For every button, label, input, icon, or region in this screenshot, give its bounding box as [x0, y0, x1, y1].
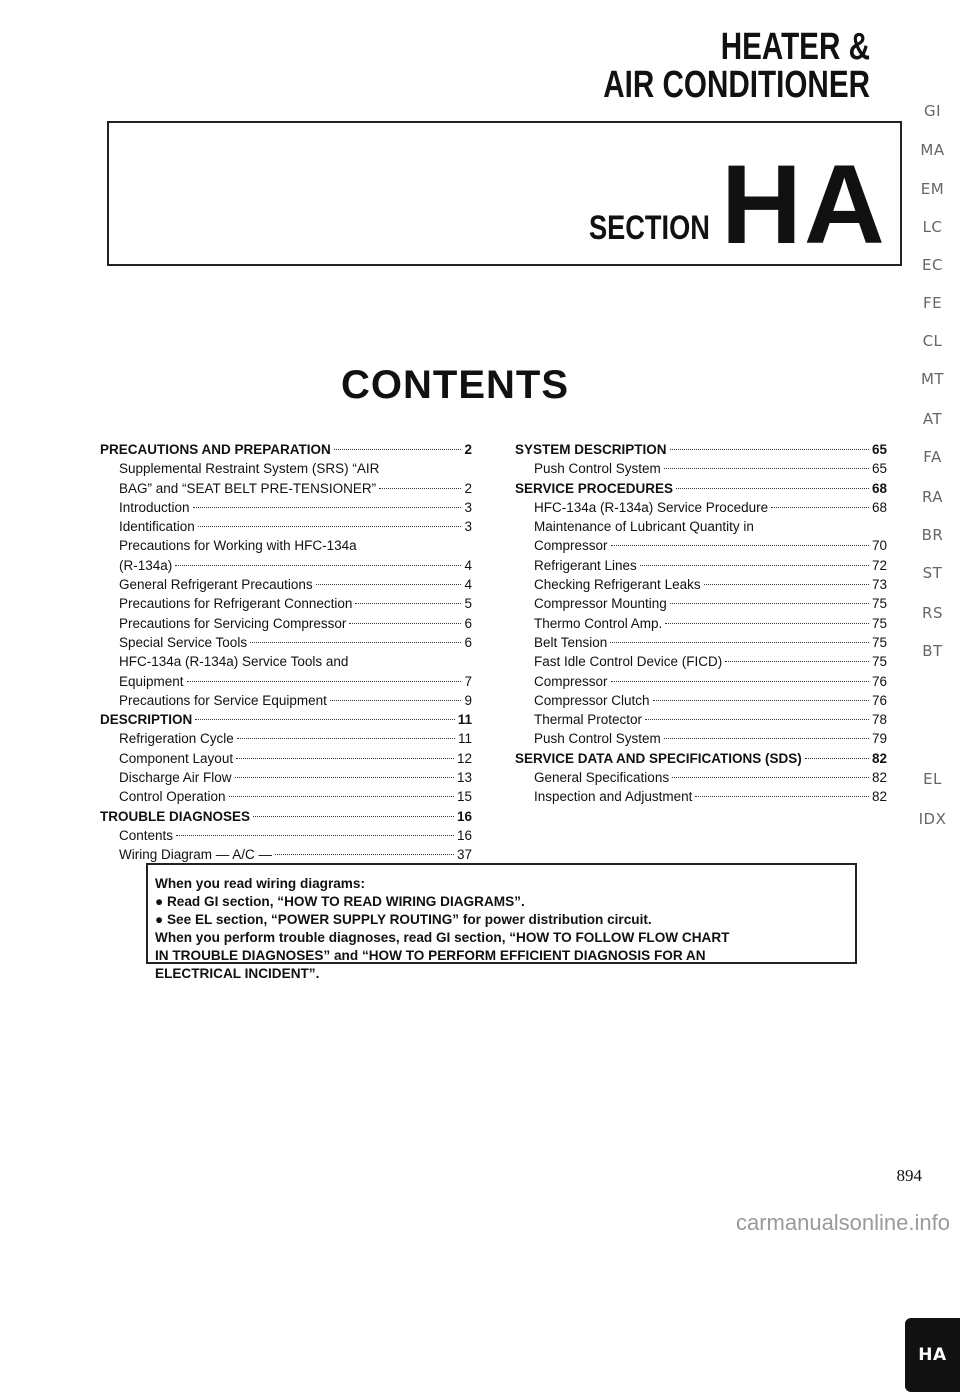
contents-heading: CONTENTS	[341, 363, 569, 407]
toc-entry-title: Refrigerant Lines	[534, 557, 637, 573]
toc-entry-title: Compressor	[534, 538, 608, 554]
toc-section-entry[interactable]	[100, 440, 472, 459]
toc-entry-page: 37	[456, 847, 472, 863]
toc-entry-title: HFC-134a (R-134a) Service Procedure	[534, 499, 769, 515]
toc-subsection-entry[interactable]	[515, 517, 887, 536]
toc-dot-leader	[805, 758, 869, 759]
toc-subsection-entry[interactable]	[515, 672, 887, 691]
toc-entry-title: BAG” and “SEAT BELT PRE-TENSIONER”	[119, 480, 377, 496]
toc-entry-title: Discharge Air Flow	[119, 770, 232, 786]
toc-entry-page: 13	[456, 770, 472, 786]
toc-dot-leader	[771, 507, 869, 508]
toc-entry-title: SYSTEM DESCRIPTION	[515, 442, 667, 457]
toc-dot-leader	[236, 758, 454, 759]
toc-entry-title: Push Control System	[534, 461, 661, 477]
toc-subsection-entry[interactable]	[515, 633, 887, 652]
toc-entry-page: 2	[464, 480, 472, 496]
toc-section-entry[interactable]	[100, 710, 472, 729]
section-tab-lc[interactable]: LC	[922, 218, 943, 236]
toc-entry-title: General Refrigerant Precautions	[119, 577, 313, 593]
toc-dot-leader	[670, 603, 869, 604]
toc-entry-page: 72	[871, 557, 887, 573]
toc-entry-page: 75	[871, 654, 887, 670]
toc-entry-title: Supplemental Restraint System (SRS) “AIR	[119, 461, 380, 477]
section-tab-idx[interactable]: IDX	[918, 810, 947, 828]
section-label: SECTION	[589, 209, 710, 247]
toc-dot-leader	[695, 796, 869, 797]
toc-entry-title: DESCRIPTION	[100, 712, 193, 728]
toc-entry-title: (R-134a)	[119, 557, 173, 573]
toc-subsection-entry[interactable]	[515, 787, 887, 806]
toc-entry-title: Push Control System	[534, 731, 661, 747]
toc-section-entry[interactable]	[100, 807, 472, 826]
toc-entry-page: 82	[871, 770, 887, 786]
toc-entry-title: Precautions for Working with HFC-134a	[119, 538, 357, 554]
toc-entry-page: 78	[871, 712, 887, 728]
toc-entry-title: Precautions for Refrigerant Connection	[119, 596, 353, 612]
toc-entry-page: 68	[871, 499, 887, 515]
toc-subsection-entry[interactable]	[100, 787, 472, 806]
toc-entry-page: 82	[871, 750, 887, 766]
toc-subsection-entry[interactable]	[100, 536, 472, 555]
section-tab-bt[interactable]: BT	[922, 642, 943, 660]
notice-bullet: ● See EL section, “POWER SUPPLY ROUTING” for power distribution circuit.	[155, 912, 652, 927]
toc-entry-title: Precautions for Servicing Compressor	[119, 615, 347, 631]
toc-subsection-entry[interactable]	[100, 672, 472, 691]
section-tab-at[interactable]: AT	[922, 410, 943, 428]
toc-entry-title: PRECAUTIONS AND PREPARATION	[100, 442, 331, 457]
toc-entry-page: 76	[871, 692, 887, 708]
toc-subsection-entry[interactable]	[100, 845, 472, 864]
toc-entry-title: Compressor Mounting	[534, 596, 667, 612]
toc-entry-title: Belt Tension	[534, 634, 608, 650]
wiring-diagram-notice	[146, 863, 857, 981]
toc-subsection-entry[interactable]	[515, 710, 887, 729]
toc-subsection-entry[interactable]	[100, 749, 472, 768]
toc-dot-leader	[640, 565, 869, 566]
watermark: carmanualsonline.info	[735, 1210, 950, 1235]
toc-dot-leader	[725, 661, 869, 662]
toc-subsection-entry[interactable]	[100, 556, 472, 575]
section-tab-ha[interactable]: HA	[905, 1318, 960, 1392]
toc-entry-page: 75	[871, 615, 887, 631]
notice-line: When you perform trouble diagnoses, read GI section, “HOW TO FOLLOW FLOW CHART	[155, 930, 730, 945]
notice-bullet: ● Read GI section, “HOW TO READ WIRING DIAGRAMS”.	[155, 894, 525, 909]
section-title-line1: HEATER &	[720, 26, 870, 68]
notice-line: When you read wiring diagrams:	[155, 876, 365, 891]
toc-entry-page: 4	[464, 557, 472, 573]
toc-entry-title: Component Layout	[119, 750, 234, 766]
section-tab-ec[interactable]: EC	[922, 256, 943, 274]
toc-subsection-entry[interactable]	[100, 479, 472, 498]
toc-dot-leader	[379, 488, 461, 489]
section-tab-mt[interactable]: MT	[920, 370, 945, 388]
toc-dot-leader	[355, 603, 461, 604]
toc-entry-page: 75	[871, 596, 887, 612]
section-tab-ma[interactable]: MA	[920, 141, 945, 159]
toc-subsection-entry[interactable]	[100, 826, 472, 845]
toc-subsection-entry[interactable]	[515, 768, 887, 787]
toc-dot-leader	[330, 700, 462, 701]
toc-entry-page: 75	[871, 634, 887, 650]
toc-subsection-entry[interactable]	[515, 575, 887, 594]
toc-entry-page: 2	[464, 442, 472, 457]
section-tab-cl[interactable]: CL	[922, 332, 943, 350]
toc-dot-leader	[250, 642, 461, 643]
toc-entry-page: 4	[464, 577, 472, 593]
toc-entry-title: Identification	[119, 519, 195, 535]
toc-right-column	[515, 440, 887, 807]
toc-dot-leader	[611, 545, 869, 546]
toc-subsection-entry[interactable]	[100, 459, 472, 478]
section-title-line2: AIR CONDITIONER	[603, 64, 870, 106]
toc-entry-page: 3	[464, 499, 472, 515]
toc-subsection-entry[interactable]	[515, 594, 887, 613]
toc-section-entry[interactable]	[515, 749, 887, 768]
toc-subsection-entry[interactable]	[515, 459, 887, 478]
toc-subsection-entry[interactable]	[515, 556, 887, 575]
toc-entry-page: 70	[871, 538, 887, 554]
notice-line: ELECTRICAL INCIDENT”.	[155, 966, 320, 981]
toc-dot-leader	[235, 777, 454, 778]
toc-subsection-entry[interactable]	[100, 768, 472, 787]
page-number: 894	[896, 1166, 922, 1185]
toc-entry-page: 16	[456, 808, 472, 824]
toc-entry-page: 65	[871, 461, 887, 477]
toc-entry-title: SERVICE PROCEDURES	[515, 480, 674, 496]
toc-subsection-entry[interactable]	[515, 652, 887, 671]
section-box	[107, 121, 902, 266]
toc-entry-title: Special Service Tools	[119, 634, 248, 650]
toc-dot-leader	[187, 681, 462, 682]
toc-dot-leader	[275, 854, 454, 855]
toc-subsection-entry[interactable]	[515, 729, 887, 748]
toc-entry-title: General Specifications	[534, 770, 670, 786]
toc-subsection-entry[interactable]	[515, 498, 887, 517]
section-title	[603, 28, 870, 104]
toc-subsection-entry[interactable]	[515, 614, 887, 633]
toc-dot-leader	[229, 796, 454, 797]
toc-dot-leader	[195, 719, 454, 720]
toc-dot-leader	[664, 468, 869, 469]
toc-subsection-entry[interactable]	[515, 691, 887, 710]
toc-left-column	[100, 440, 472, 865]
toc-dot-leader	[653, 700, 869, 701]
toc-entry-title: Wiring Diagram — A/C —	[119, 847, 273, 863]
toc-entry-page: 12	[456, 750, 472, 766]
toc-subsection-entry[interactable]	[100, 614, 472, 633]
toc-entry-page: 6	[464, 634, 472, 650]
toc-entry-page: 79	[871, 731, 887, 747]
toc-dot-leader	[198, 526, 462, 527]
toc-dot-leader	[664, 738, 869, 739]
toc-entry-title: Thermal Protector	[534, 712, 643, 728]
toc-subsection-entry[interactable]	[100, 498, 472, 517]
section-tab-st[interactable]: ST	[922, 564, 943, 582]
toc-entry-title: Inspection and Adjustment	[534, 789, 693, 805]
toc-subsection-entry[interactable]	[100, 729, 472, 748]
section-tab-el[interactable]: EL	[923, 770, 942, 788]
toc-entry-page: 82	[871, 789, 887, 805]
toc-dot-leader	[316, 584, 462, 585]
toc-entry-title: Equipment	[119, 673, 184, 689]
toc-entry-title: Introduction	[119, 499, 190, 515]
toc-dot-leader	[334, 449, 462, 450]
section-tab-fa[interactable]: FA	[923, 448, 942, 466]
toc-dot-leader	[349, 623, 461, 624]
toc-entry-title: Precautions for Service Equipment	[119, 692, 327, 708]
toc-subsection-entry[interactable]	[100, 594, 472, 613]
section-tab-em[interactable]: EM	[920, 180, 945, 198]
toc-entry-page: 15	[456, 789, 472, 805]
toc-entry-title: Fast Idle Control Device (FICD)	[534, 654, 723, 670]
toc-dot-leader	[237, 738, 455, 739]
toc-entry-title: HFC-134a (R-134a) Service Tools and	[119, 654, 349, 670]
toc-entry-title: Thermo Control Amp.	[534, 615, 663, 631]
toc-subsection-entry[interactable]	[100, 517, 472, 536]
toc-entry-page: 7	[464, 673, 472, 689]
toc-entry-page: 9	[464, 692, 472, 708]
notice-line: IN TROUBLE DIAGNOSES” and “HOW TO PERFORM EFFICIENT DIAGNOSIS FOR AN	[155, 948, 706, 963]
toc-entry-page: 11	[457, 731, 472, 747]
toc-entry-page: 6	[464, 615, 472, 631]
toc-subsection-entry[interactable]	[100, 633, 472, 652]
section-code: HA	[721, 142, 887, 267]
toc-entry-title: Maintenance of Lubricant Quantity in	[534, 519, 754, 535]
toc-section-entry[interactable]	[515, 440, 887, 459]
toc-dot-leader	[676, 488, 869, 489]
toc-entry-page: 65	[871, 442, 887, 457]
toc-entry-page: 3	[464, 519, 472, 535]
toc-entry-page: 16	[456, 827, 472, 843]
toc-entry-title: Refrigeration Cycle	[119, 731, 234, 747]
toc-entry-title: TROUBLE DIAGNOSES	[100, 808, 251, 824]
toc-entry-title: Checking Refrigerant Leaks	[534, 577, 701, 593]
toc-dot-leader	[611, 681, 869, 682]
toc-subsection-entry[interactable]	[515, 536, 887, 555]
toc-entry-page: 73	[871, 577, 887, 593]
toc-entry-title: SERVICE DATA AND SPECIFICATIONS (SDS)	[515, 750, 802, 766]
toc-dot-leader	[610, 642, 869, 643]
section-tab-ra[interactable]: RA	[921, 488, 944, 506]
section-tab-gi[interactable]: GI	[923, 102, 942, 120]
toc-entry-title: Compressor Clutch	[534, 692, 650, 708]
toc-dot-leader	[175, 565, 461, 566]
toc-dot-leader	[193, 507, 462, 508]
toc-section-entry[interactable]	[515, 479, 887, 498]
section-tab-br[interactable]: BR	[921, 526, 944, 544]
section-tab-rs[interactable]: RS	[922, 604, 943, 622]
toc-dot-leader	[645, 719, 869, 720]
section-tab-fe[interactable]: FE	[922, 294, 943, 312]
toc-entry-title: Compressor	[534, 673, 608, 689]
toc-dot-leader	[672, 777, 869, 778]
toc-dot-leader	[176, 835, 454, 836]
toc-subsection-entry[interactable]	[100, 691, 472, 710]
toc-dot-leader	[670, 449, 869, 450]
toc-dot-leader	[665, 623, 869, 624]
toc-entry-page: 68	[871, 480, 887, 496]
toc-dot-leader	[704, 584, 869, 585]
toc-entry-title: Control Operation	[119, 789, 226, 805]
toc-entry-page: 76	[871, 673, 887, 689]
toc-subsection-entry[interactable]	[100, 575, 472, 594]
toc-entry-page: 5	[464, 596, 472, 612]
toc-dot-leader	[253, 816, 454, 817]
toc-subsection-entry[interactable]	[100, 652, 472, 671]
toc-entry-title: Contents	[119, 827, 174, 843]
toc-entry-page: 11	[457, 712, 472, 728]
